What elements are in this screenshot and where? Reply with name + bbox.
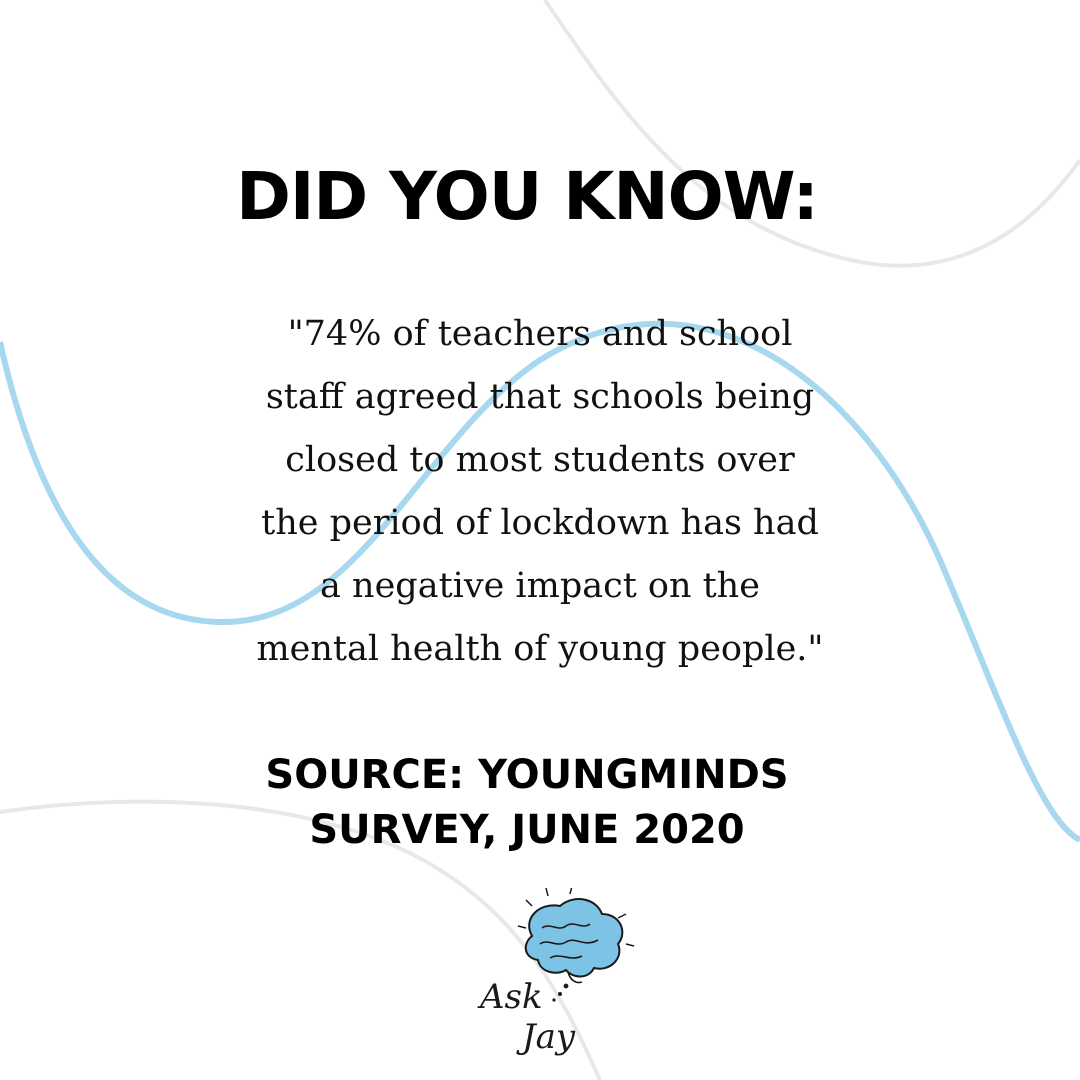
quote-line: the period of lockdown has had [261,503,819,543]
source-line: SOURCE: YOUNGMINDS [265,752,789,798]
heading: DID YOU KNOW: [236,158,818,235]
logo-text-ask: Ask [480,977,543,1017]
quote-line: staff agreed that schools being [265,377,815,417]
quote-line: mental health of young people." [256,629,824,669]
source-text [0,748,1054,858]
quote-line: "74% of teachers and school [287,314,793,354]
ask-jay-logo [470,888,640,1068]
quote-line: closed to most students over [285,440,795,480]
logo-text-jay: Jay [522,1017,576,1057]
quote-text [140,303,940,681]
quote-line: a negative impact on the [320,566,760,606]
source-line: SURVEY, JUNE 2020 [309,807,745,853]
